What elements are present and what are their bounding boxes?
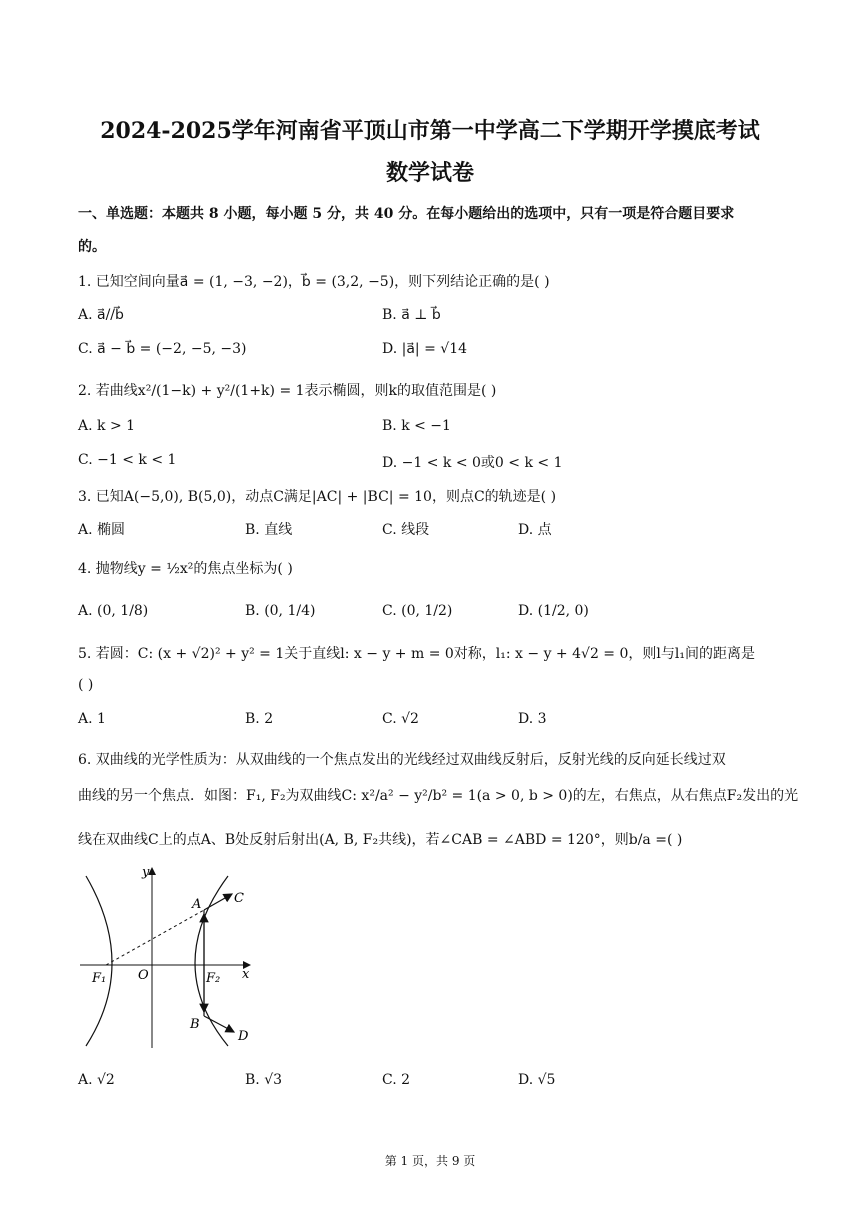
q5-stem-cont: ( ) — [78, 677, 94, 693]
label-c: C — [234, 891, 244, 906]
label-x: x — [242, 967, 250, 982]
q3-option-d: D. 点 — [518, 522, 552, 538]
left-branch — [86, 876, 112, 1046]
dashed-extension — [106, 910, 204, 965]
q3-stem: 3. 已知A(−5,0), B(5,0)，动点C满足|AC| + |BC| = 10，则点C的轨迹是( ) — [78, 489, 557, 505]
q1-stem: 1. 已知空间向量a⃗ = (1, −3, −2)，b⃗ = (3,2, −5)，则下列结论正确的是( ) — [78, 274, 550, 290]
ray-bd — [204, 1016, 234, 1032]
q5-option-c: C. √2 — [382, 711, 419, 727]
q6-option-b: B. √3 — [245, 1072, 283, 1088]
q2-option-d: D. −1 < k < 0或0 < k < 1 — [382, 455, 563, 471]
q6-option-a: A. √2 — [78, 1072, 115, 1088]
section-heading-cont: 的。 — [78, 239, 106, 255]
q6-stem-cont1: 曲线的另一个焦点．如图：F₁, F₂为双曲线C: x²/a² − y²/b² = 1(a > 0, b > 0)的左，右焦点，从右焦点F₂发出的光 — [78, 788, 799, 804]
q5-option-d: D. 3 — [518, 711, 547, 727]
q6-option-d: D. √5 — [518, 1072, 556, 1088]
q2-option-b: B. k < −1 — [382, 418, 451, 434]
hyperbola-figure — [78, 862, 260, 1052]
q5-option-a: A. 1 — [78, 711, 106, 727]
label-a: A — [192, 897, 202, 912]
exam-title: 2024-2025学年河南省平顶山市第一中学高二下学期开学摸底考试 — [100, 118, 760, 144]
q1-option-d: D. |a⃗| = √14 — [382, 341, 468, 357]
q6-stem: 6. 双曲线的光学性质为：从双曲线的一个焦点发出的光线经过双曲线反射后，反射光线的反向延长线过双 — [78, 752, 726, 768]
q6-option-c: C. 2 — [382, 1072, 411, 1088]
label-b: B — [190, 1017, 200, 1032]
q3-option-c: C. 线段 — [382, 522, 430, 538]
page-footer: 第 1 页，共 9 页 — [384, 1154, 476, 1168]
q1-option-b: B. a⃗ ⊥ b⃗ — [382, 307, 441, 323]
q4-option-a: A. (0, 1/8) — [78, 603, 149, 619]
q3-option-a: A. 椭圆 — [78, 522, 126, 538]
label-f2: F₂ — [206, 971, 221, 986]
q6-stem-cont2: 线在双曲线C上的点A、B处反射后射出(A, B, F₂共线)，若∠CAB = ∠ABD = 120°，则b/a =( ) — [78, 832, 683, 848]
label-d: D — [238, 1029, 249, 1044]
q3-option-b: B. 直线 — [245, 522, 293, 538]
q2-stem: 2. 若曲线x²/(1−k) + y²/(1+k) = 1表示椭圆，则k的取值范围是( ) — [78, 383, 497, 399]
ray-ac — [204, 894, 232, 910]
q2-option-c: C. −1 < k < 1 — [78, 452, 177, 468]
q2-option-a: A. k > 1 — [78, 418, 136, 434]
exam-subtitle: 数学试卷 — [385, 160, 474, 186]
label-o: O — [138, 968, 149, 983]
q4-option-d: D. (1/2, 0) — [518, 603, 589, 619]
q1-option-a: A. a⃗//b⃗ — [78, 307, 124, 323]
q4-option-b: B. (0, 1/4) — [245, 603, 316, 619]
label-y: y — [142, 865, 150, 880]
q1-option-c: C. a⃗ − b⃗ = (−2, −5, −3) — [78, 341, 247, 357]
q5-stem: 5. 若圆：C: (x + √2)² + y² = 1关于直线l: x − y + m = 0对称，l₁: x − y + 4√2 = 0，则l与l₁间的距离是 — [78, 646, 755, 662]
q4-option-c: C. (0, 1/2) — [382, 603, 453, 619]
section-heading: 一、单选题：本题共 8 小题，每小题 5 分，共 40 分。在每小题给出的选项中，只有一项是符合题目要求 — [78, 206, 735, 222]
q5-option-b: B. 2 — [245, 711, 274, 727]
q4-stem: 4. 抛物线y = ½x²的焦点坐标为( ) — [78, 561, 293, 577]
label-f1: F₁ — [92, 971, 107, 986]
